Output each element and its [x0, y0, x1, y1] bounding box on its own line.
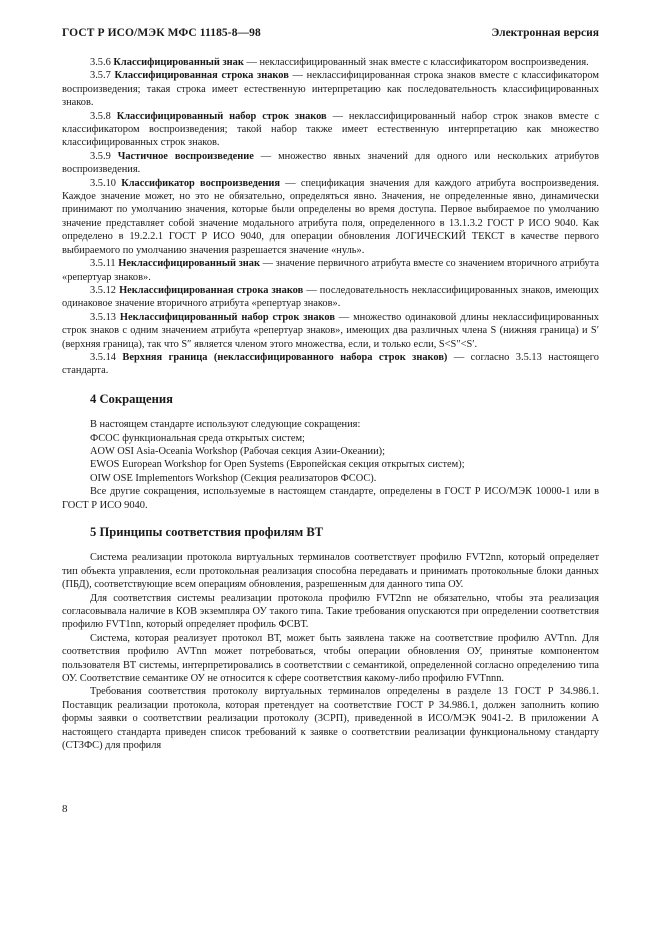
definition-term: Классифицированный знак — [113, 57, 244, 68]
definition: 3.5.6 Классифицированный знак — неклассифицированный знак вместе с классификатором воспроизведения. — [90, 57, 589, 68]
definition-term: Верхняя граница (неклассифицированного набора строк знаков) — [122, 351, 448, 363]
conformance-section — [62, 551, 599, 752]
definition-term: Классифицированный набор строк знаков — [116, 110, 327, 122]
abbreviation-item: AOW OSI Asia-Oceania Workshop (Рабочая секция Азии-Океании); — [90, 445, 386, 457]
paragraph: Система, которая реализует протокол ВТ, может быть заявлена также на соответствие профилю AVTnn. Для соответствия профилю AVTnn может потребоваться, чтобы операции обновления ОУ, принятые компонентом пользователя ВТ системы, интерпретировались в соответствии с семантикой, определенной согласно определению типа ОУ. Соответствие семантике ОУ не относится к сфере соответствия какому-либо профилю FVTnnn. — [62, 632, 599, 685]
definition: 3.5.11 Неклассифицированный знак — значение первичного атрибута вместе со значением вторичного атрибута «репертуар знаков». — [62, 258, 599, 283]
definition: 3.5.12 Неклассифицированная строка знаков — последовательность неклассифицированных знаков, имеющих одинаковое значение вторичного атрибута «репертуар знаков». — [62, 284, 599, 310]
abbreviations-closing: Все другие сокращения, используемые в настоящем стандарте, определены в ГОСТ Р ИСО/МЭК 10000-1 или в ГОСТ Р ИСО 9040. — [62, 486, 599, 511]
definition-term: Частичное воспроизведение — [117, 150, 254, 162]
abbreviations-intro: В настоящем стандарте используют следующие сокращения: — [90, 419, 361, 431]
definition-term: Неклассифицированная строка знаков — [119, 284, 304, 296]
definition: 3.5.8 Классифицированный набор строк знаков — неклассифицированный набор строк знаков вместе с классификатором воспроизведения; такой набор также имеет естественную интерпретацию как множество классифицированных строк знаков. — [62, 110, 599, 149]
abbreviations-section — [62, 418, 599, 512]
definition-term: Классификатор воспроизведения — [121, 177, 281, 189]
definition-term: Классифицированная строка знаков — [114, 70, 289, 82]
definition: 3.5.7 Классифицированная строка знаков — неклассифицированная строка знаков вместе с классификатором воспроизведения; такая строка имеет естественную интерпретацию как последовательность классифицированных знаков. — [62, 70, 599, 109]
definitions-list — [62, 56, 599, 378]
abbreviation-item: EWOS European Workshop for Open Systems (Европейская секция открытых систем); — [90, 459, 465, 471]
definition: 3.5.13 Неклассифицированный набор строк знаков — множество одинаковой длины неклассифицированных строк знаков с одним значением атрибута «репертуар знаков», имеющих два различных члена S (нижняя граница) и S′ (верхняя граница), так что S″ является членом этого множества, если, и только если, S<S″<S′. — [62, 311, 599, 350]
header-standard: ГОСТ Р ИСО/МЭК МФС 11185-8—98 — [62, 27, 261, 39]
page-number: 8 — [62, 803, 68, 815]
paragraph: Система реализации протокола виртуальных терминалов соответствует профилю FVT2nn, который определяет тип объекта управления, если протокольная реализация способна передавать и принимать протокольные блоки данных (ПБД), соответствующие всем операциям обновления, разрешенным для данного типа ОУ. — [62, 552, 599, 591]
paragraph: Для соответствия системы реализации протокола профилю FVT2nn не обязательно, чтобы эта реализация согласовывала наличие в КОВ экземпляра ОУ такого типа. Такие требования опускаются при определении соответствия профилю FVT1nn, который определяет профиль ФСВТ. — [62, 592, 599, 631]
definition-term: Неклассифицированный знак — [118, 258, 260, 270]
abbreviation-item: OIW OSE Implementors Workshop (Секция реализаторов ФСОС). — [90, 472, 377, 484]
definition-term: Неклассифицированный набор строк знаков — [119, 311, 335, 323]
header-version: Электронная версия — [491, 27, 599, 39]
definition: 3.5.10 Классификатор воспроизведения — спецификация значения для каждого атрибута воспроизведения. Каждое значение может, но это не обязательно, определяться явно. Значения, не определенные явно, динамически принимают по умолчанию значения, которые были определены во время доступа. Первое выбираемое по умолчанию значение представляет собой значение модального атрибута поля, определенного в 13.1.3.2 ГОСТ Р ИСО 9040. Как определено в 19.2.2.1 ГОСТ Р ИСО 9040, для операции обновления ЛОГИЧЕСКИЙ ТЕКСТ в качестве первого выбираемого по умолчанию значения разрешается значение «нуль». — [62, 177, 599, 256]
definition: 3.5.9 Частичное воспроизведение — множество явных значений для одного или нескольких атрибутов воспроизведения. — [62, 150, 599, 176]
section-4-heading: 4 Сокращения — [90, 391, 173, 406]
definition: 3.5.14 Верхняя граница (неклассифицированного набора строк знаков) — согласно 3.5.13 настоящего стандарта. — [62, 351, 599, 377]
abbreviation-item: ФСОС функциональная среда открытых систем; — [90, 432, 305, 444]
paragraph: Требования соответствия протоколу виртуальных терминалов определены в разделе 13 ГОСТ Р 34.986.1. Поставщик реализации протокола, которая претендует на соответствие ГОСТ Р 34.986.1, должен заполнить копию формы заявки о соответствии реализации протоколу (ЗСРП), приведенной в ИСО/МЭК 9041-2. В приложении А настоящего стандарта приведен список требований к заявке о соответствии реализации функциональному стандарту (СТЗФС) для профиля — [62, 686, 599, 752]
document-body — [62, 56, 599, 753]
section-5-heading: 5 Принципы соответствия профилям ВТ — [90, 525, 324, 539]
